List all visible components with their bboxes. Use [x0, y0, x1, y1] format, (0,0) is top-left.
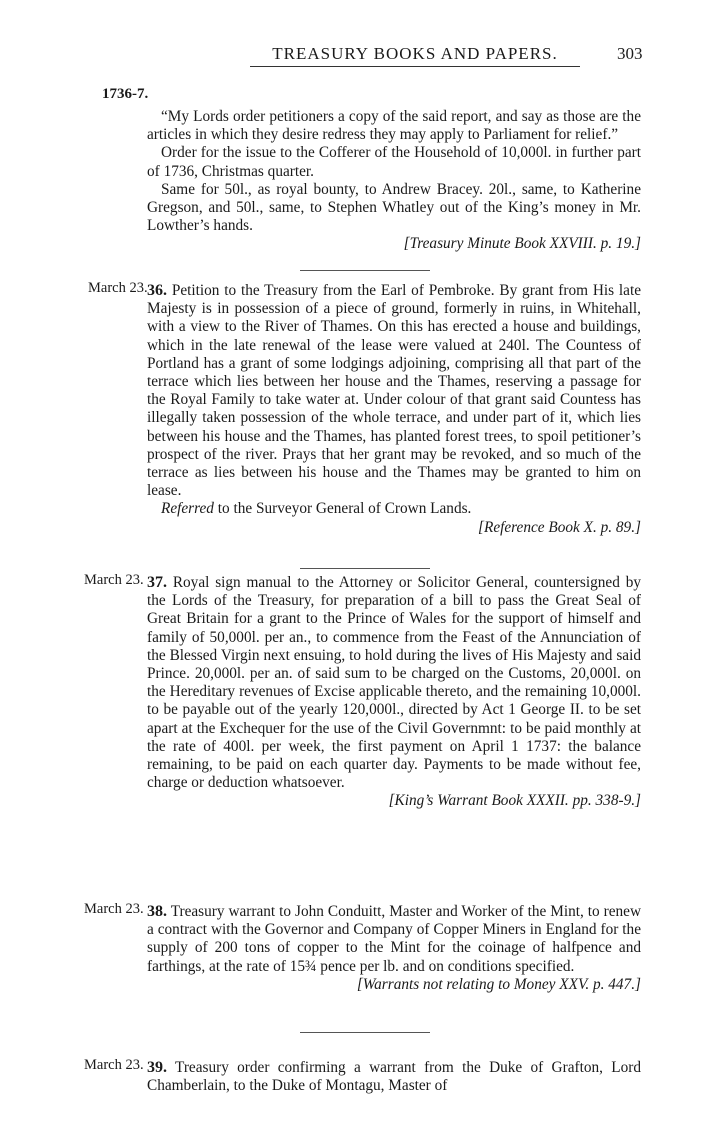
entry-36-text: Petition to the Treasury from the Earl of Pembroke. By grant from His late Majesty is in possession of a piece of ground, formerly in ruins, in Whitehall, with a view to the River of Thames. On this has erected a house and buildings, which in the late renewal of the lease were valued at 240l. The Countess of Portland has a grant of some lodgings adjoining, comprising all that part of the terrace which lies between her house and the Thames, reserving a passage for the Royal Family to take water at. Under colour of that grant said Countess has illegally taken possession of the whole terrace, and under part of it, which lies between his house and the Thames, has planted forest trees, to spoil petitioner’s prospect of the river. Prays that her grant may be revoked, and so much of the terrace as lies between his house and the Thames may be granted to him on lease.: [147, 282, 642, 500]
section-rule: [300, 1032, 430, 1033]
entry-39-body: [147, 1059, 641, 1095]
entry-37-date: March 23.: [84, 572, 144, 588]
running-header-title: TREASURY BOOKS AND PAPERS.: [272, 44, 558, 63]
entry-39-date: March 23.: [84, 1057, 144, 1073]
entry-36-note: [147, 500, 641, 518]
intro-reference-text: [Treasury Minute Book XXVIII. p. 19.]: [403, 235, 641, 253]
entry-39: [147, 1059, 641, 1095]
intro-paragraph-2: Order for the issue to the Cofferer of the Household of 10,000l. in further part of 1736, Christmas quarter.: [147, 144, 641, 180]
header-rule: [250, 66, 580, 67]
section-rule: [300, 568, 430, 569]
entry-39-number: 39.: [147, 1059, 167, 1076]
entry-37-reference-text: [King’s Warrant Book XXXII. pp. 338-9.]: [388, 792, 641, 810]
entry-36-date: March 23.: [88, 280, 148, 296]
intro-reference: [147, 235, 641, 253]
entry-37: [147, 574, 641, 811]
entry-36-reference: [147, 519, 641, 537]
entry-38-body: [147, 903, 641, 976]
entry-37-text: Royal sign manual to the Attorney or Solicitor General, countersigned by the Lords of the Treasury, for preparation of a bill to pass the Great Seal of Great Britain for a grant to the Prince of Wales for the support of himself and family of 50,000l. per an., to commence from the Feast of the Annunciation of the Blessed Virgin next ensuing, to hold during the lives of His Majesty and said Prince. 20,000l. per an. of said sum to be charged on the Customs, 20,000l. on the Hereditary revenues of Excise applicable thereto, and the remaining 10,000l. to be payable out of the yearly 120,000l., directed by Act 1 George II. to be set apart at the Exchequer for the use of the Civil Governmnt: to be paid monthly at the rate of 400l. per week, the first payment on April 1 1737: the balance remaining, to be paid on each quarter day. Payments to be made without fee, charge or deduction whatsoever.: [147, 574, 641, 792]
entry-36-note-rest: to the Surveyor General of Crown Lands.: [213, 500, 472, 518]
entry-37-number: 37.: [147, 574, 167, 591]
entry-36-number: 36.: [147, 282, 167, 299]
entry-36-body: [147, 282, 641, 500]
intro-block: [147, 108, 641, 254]
entry-38-reference: [147, 976, 641, 994]
entry-37-body: [147, 574, 641, 792]
section-rule: [300, 270, 430, 271]
entry-38-text: Treasury warrant to John Conduitt, Master and Worker of the Mint, to renew a contract with the Governor and Company of Copper Miners in England for the supply of 200 tons of copper to the Mint for the coinage of halfpence and farthings, at the rate of 15¾ pence per lb. and on conditions specified.: [147, 903, 641, 975]
entry-36: [147, 282, 641, 537]
entry-36-reference-text: [Reference Book X. p. 89.]: [478, 518, 641, 536]
page-number: 303: [617, 44, 643, 63]
entry-38: [147, 903, 641, 994]
entry-38-reference-text: [Warrants not relating to Money XXV. p. 447.]: [356, 975, 641, 993]
intro-paragraph-1: “My Lords order petitioners a copy of the said report, and say as those are the articles in which they desire redress they may apply to Parliament for relief.”: [147, 108, 641, 144]
entry-38-date: March 23.: [84, 901, 144, 917]
year-marker: 1736-7.: [102, 86, 149, 102]
entry-37-reference: [147, 792, 641, 810]
entry-36-note-italic: Referred: [161, 500, 214, 518]
intro-paragraph-3: Same for 50l., as royal bounty, to Andrew Bracey. 20l., same, to Katherine Gregson, and 50l., same, to Stephen Whatley out of the King’s money in Mr. Lowther’s hands.: [147, 180, 641, 235]
entry-39-text: Treasury order confirming a warrant from the Duke of Grafton, Lord Chamberlain, to the Duke of Montagu, Master of: [147, 1059, 641, 1095]
entry-38-number: 38.: [147, 903, 167, 920]
